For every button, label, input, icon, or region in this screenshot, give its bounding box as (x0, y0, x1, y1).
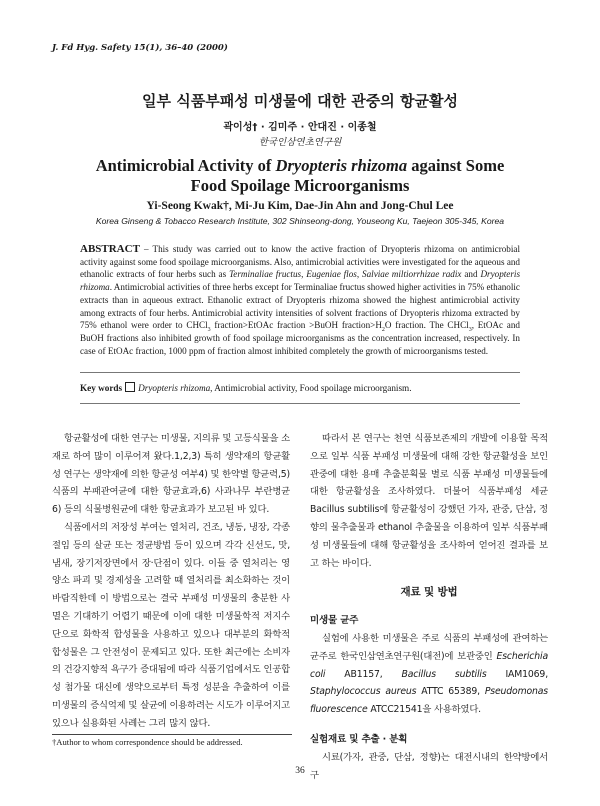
strains-text-d: ATTC 65389, (416, 686, 485, 698)
abstract (80, 243, 520, 357)
subheading-materials: 실험재료 및 추출 · 분획 (310, 733, 408, 745)
english-title (0, 156, 600, 196)
abstract-herb-2: Eugeniae flos (306, 269, 357, 280)
section-heading-methods: 재료 및 방법 (400, 586, 458, 599)
abstract-sep-2: , (356, 269, 363, 280)
abstract-text-2: . Antimicrobial activities of three herbs except for Terminaliae fructus showed higher activities in 75% ethanolic extracts than in aqueous extract. Ethanolic extract of Dryopteris rhizoma showed the highest antimicrobial activity among extracts of four herbs. Antimicrobial activity intensities of solvent fractions of Dryopteris rhizoma extracted by 75% ethanol were order to CHCl (80, 282, 520, 331)
abstract-text-5: , EtOAc and BuOH fractions also inhibited growth of food spoilage microorganisms as the concentration increased, respectively. In case of EtOAc fraction, 1000 ppm of fraction almost inhibited completely the growth of microorganisms tested. (80, 320, 520, 356)
abstract-herb-4: Dryopteris rhizoma (80, 269, 520, 293)
strain-ecoli: Escherichia coli (310, 650, 548, 680)
strains-text-a: 실험에 사용한 미생물은 주로 식품의 부패성에 관여하는 균주로 한국인삼연초연구원(대전)에 보관중인 (310, 632, 548, 662)
body-left-column (52, 430, 290, 733)
subheading-strains: 미생물 균주 (310, 615, 359, 627)
abstract-heading: ABSTRACT (80, 243, 140, 255)
abstract-text-1: This study was carried out to know the active fraction of Dryopteris rhizoma on antimicrobial activity against some food spoilage microorganisms. Also, antimicrobial activities were investigated for the aqueous and ethanolic extracts of four herbs such as (80, 244, 520, 280)
korean-title: 일부 식품부패성 미생물에 대한 관중의 항균활성 (142, 92, 458, 110)
strain-pfluorescence: Pseudomonas fluorescence (310, 686, 548, 716)
abstract-herb-3: Salviae miltiorrhizae radix (362, 269, 462, 280)
abstract-dash: – (139, 244, 153, 254)
english-authors: Yi-Seong Kwak†, Mi-Ju Kim, Dae-Jin Ahn and Jong-Chul Lee (146, 200, 454, 212)
abstract-sep-1: , (301, 269, 307, 280)
footnote: †Author to whom correspondence should be addressed. (52, 734, 292, 747)
square-bullet-icon (125, 382, 135, 392)
english-title-part2: against Some (407, 156, 505, 175)
english-title-line2: Food Spoilage Microorganisms (190, 176, 410, 195)
strains-text-b: AB1157, (325, 668, 402, 680)
body-left-paragraph-1: 항균활성에 대한 연구는 미생물, 지의류 및 고등식물을 소재로 하여 많이 이루어져 왔다.1,2,3) 특히 생약재의 항균활성 연구는 생약재에 의한 항균성 여부4) 및 한약별 항균력,5) 식품의 부패관여균에 대한 항균효과,6) 사과나무 부란병균6) 등의 식물병원균에 대한 항균효과가 보고된 바 있다. (52, 433, 291, 516)
english-title-italic: Dryopteris rhizoma (275, 156, 408, 175)
korean-affiliation: 한국인삼연초연구원 (258, 137, 342, 148)
keywords-rest: , Antimicrobial activity, Food spoilage microorganism. (210, 383, 412, 393)
strain-saureus: Staphylococcus aureus (310, 686, 417, 698)
body-left-paragraph-2: 식품에서의 저장성 부여는 열처리, 건조, 냉동, 냉장, 각종 절임 등의 살균 또는 정균방법 등이 있으며 각각 신선도, 맛, 냄새, 장기저장면에서 장·단점이 있다. 이들 중 열처리는 영양소 파괴 및 경제성을 고려할 때 열처리를 최소화하는 것이 바람직한데 이 방법으로는 결국 부패성 미생물의 충분한 사멸은 기대하기 어렵기 때문에 이에 대한 미생물학적 저지수단으로 화학적 합성물을 사용하고 있으나 대부분의 화학적 합성물은 그 안전성이 문제되고 있다. 또한 최근에는 소비자의 건강지향적 욕구가 증대됨에 따라 식품기업에서도 인공합성 첨가물 대신에 생약으로부터 특정 성분을 추출하여 이를 미생물의 증식억제 및 살균에 이용하려는 시도가 이루어지고 있으나 실용화된 사례는 그리 많지 않다. (52, 521, 290, 729)
page-number: 36 (295, 766, 305, 776)
abstract-text-3: fraction>EtOAc fraction >BuOH fraction>H (210, 320, 382, 331)
strain-bsubtilis: Bacillus subtilis (401, 668, 487, 680)
abstract-sub-3b: 3 (468, 327, 472, 334)
abstract-sep-3: and (461, 269, 481, 280)
english-affiliation: Korea Ginseng & Tobacco Research Institute, 302 Shinseong-dong, Youseong Ku, Taejeon 305-345, Korea (95, 216, 505, 226)
keywords-box (80, 372, 520, 404)
materials-paragraph: 시료(가자, 관중, 단삼, 정향)는 대전시내의 한약방에서 구 (310, 751, 548, 781)
abstract-herb-1: Terminaliae fructus (229, 269, 302, 280)
strains-paragraph (310, 630, 548, 719)
abstract-text-4: O fraction. The CHCl (384, 320, 469, 331)
english-title-part1: Antimicrobial Activity of (95, 156, 276, 175)
journal-citation: J. Fd Hyg. Safety 15(1), 36–40 (2000) (52, 43, 228, 53)
keywords-label: Key words (80, 383, 123, 393)
korean-authors: 곽이성† · 김미주 · 안대진 · 이종철 (223, 122, 377, 133)
body-right-paragraph-1: 따라서 본 연구는 천연 식품보존제의 개발에 이용할 목적으로 일부 식품 부패성 미생물에 대해 강한 항균활성을 보인 관중에 대한 용매 추출분획물 별로 식품 부패성 미생물들에 대한 항균활성을 조사하였다. 더불어 식품부패성 세균 Bacillus subtilis에 항균활성이 강했던 가자, 관중, 단삼, 정향의 물추출물과 ethanol 추출물을 이용하여 일부 식품부패성 미생물들에 대해 항균활성을 조사하여 얻어진 결과를 보고 하는 바이다. (310, 433, 548, 569)
keywords-italic: Dryopteris rhizoma (138, 383, 211, 393)
abstract-sub-2: 2 (381, 327, 385, 334)
body-right-column (310, 430, 548, 784)
strains-text-e: ATCC21541을 사용하였다. (367, 704, 481, 716)
strains-text-c: IAM1069, (486, 668, 549, 680)
abstract-sub-3: 3 (207, 327, 211, 334)
